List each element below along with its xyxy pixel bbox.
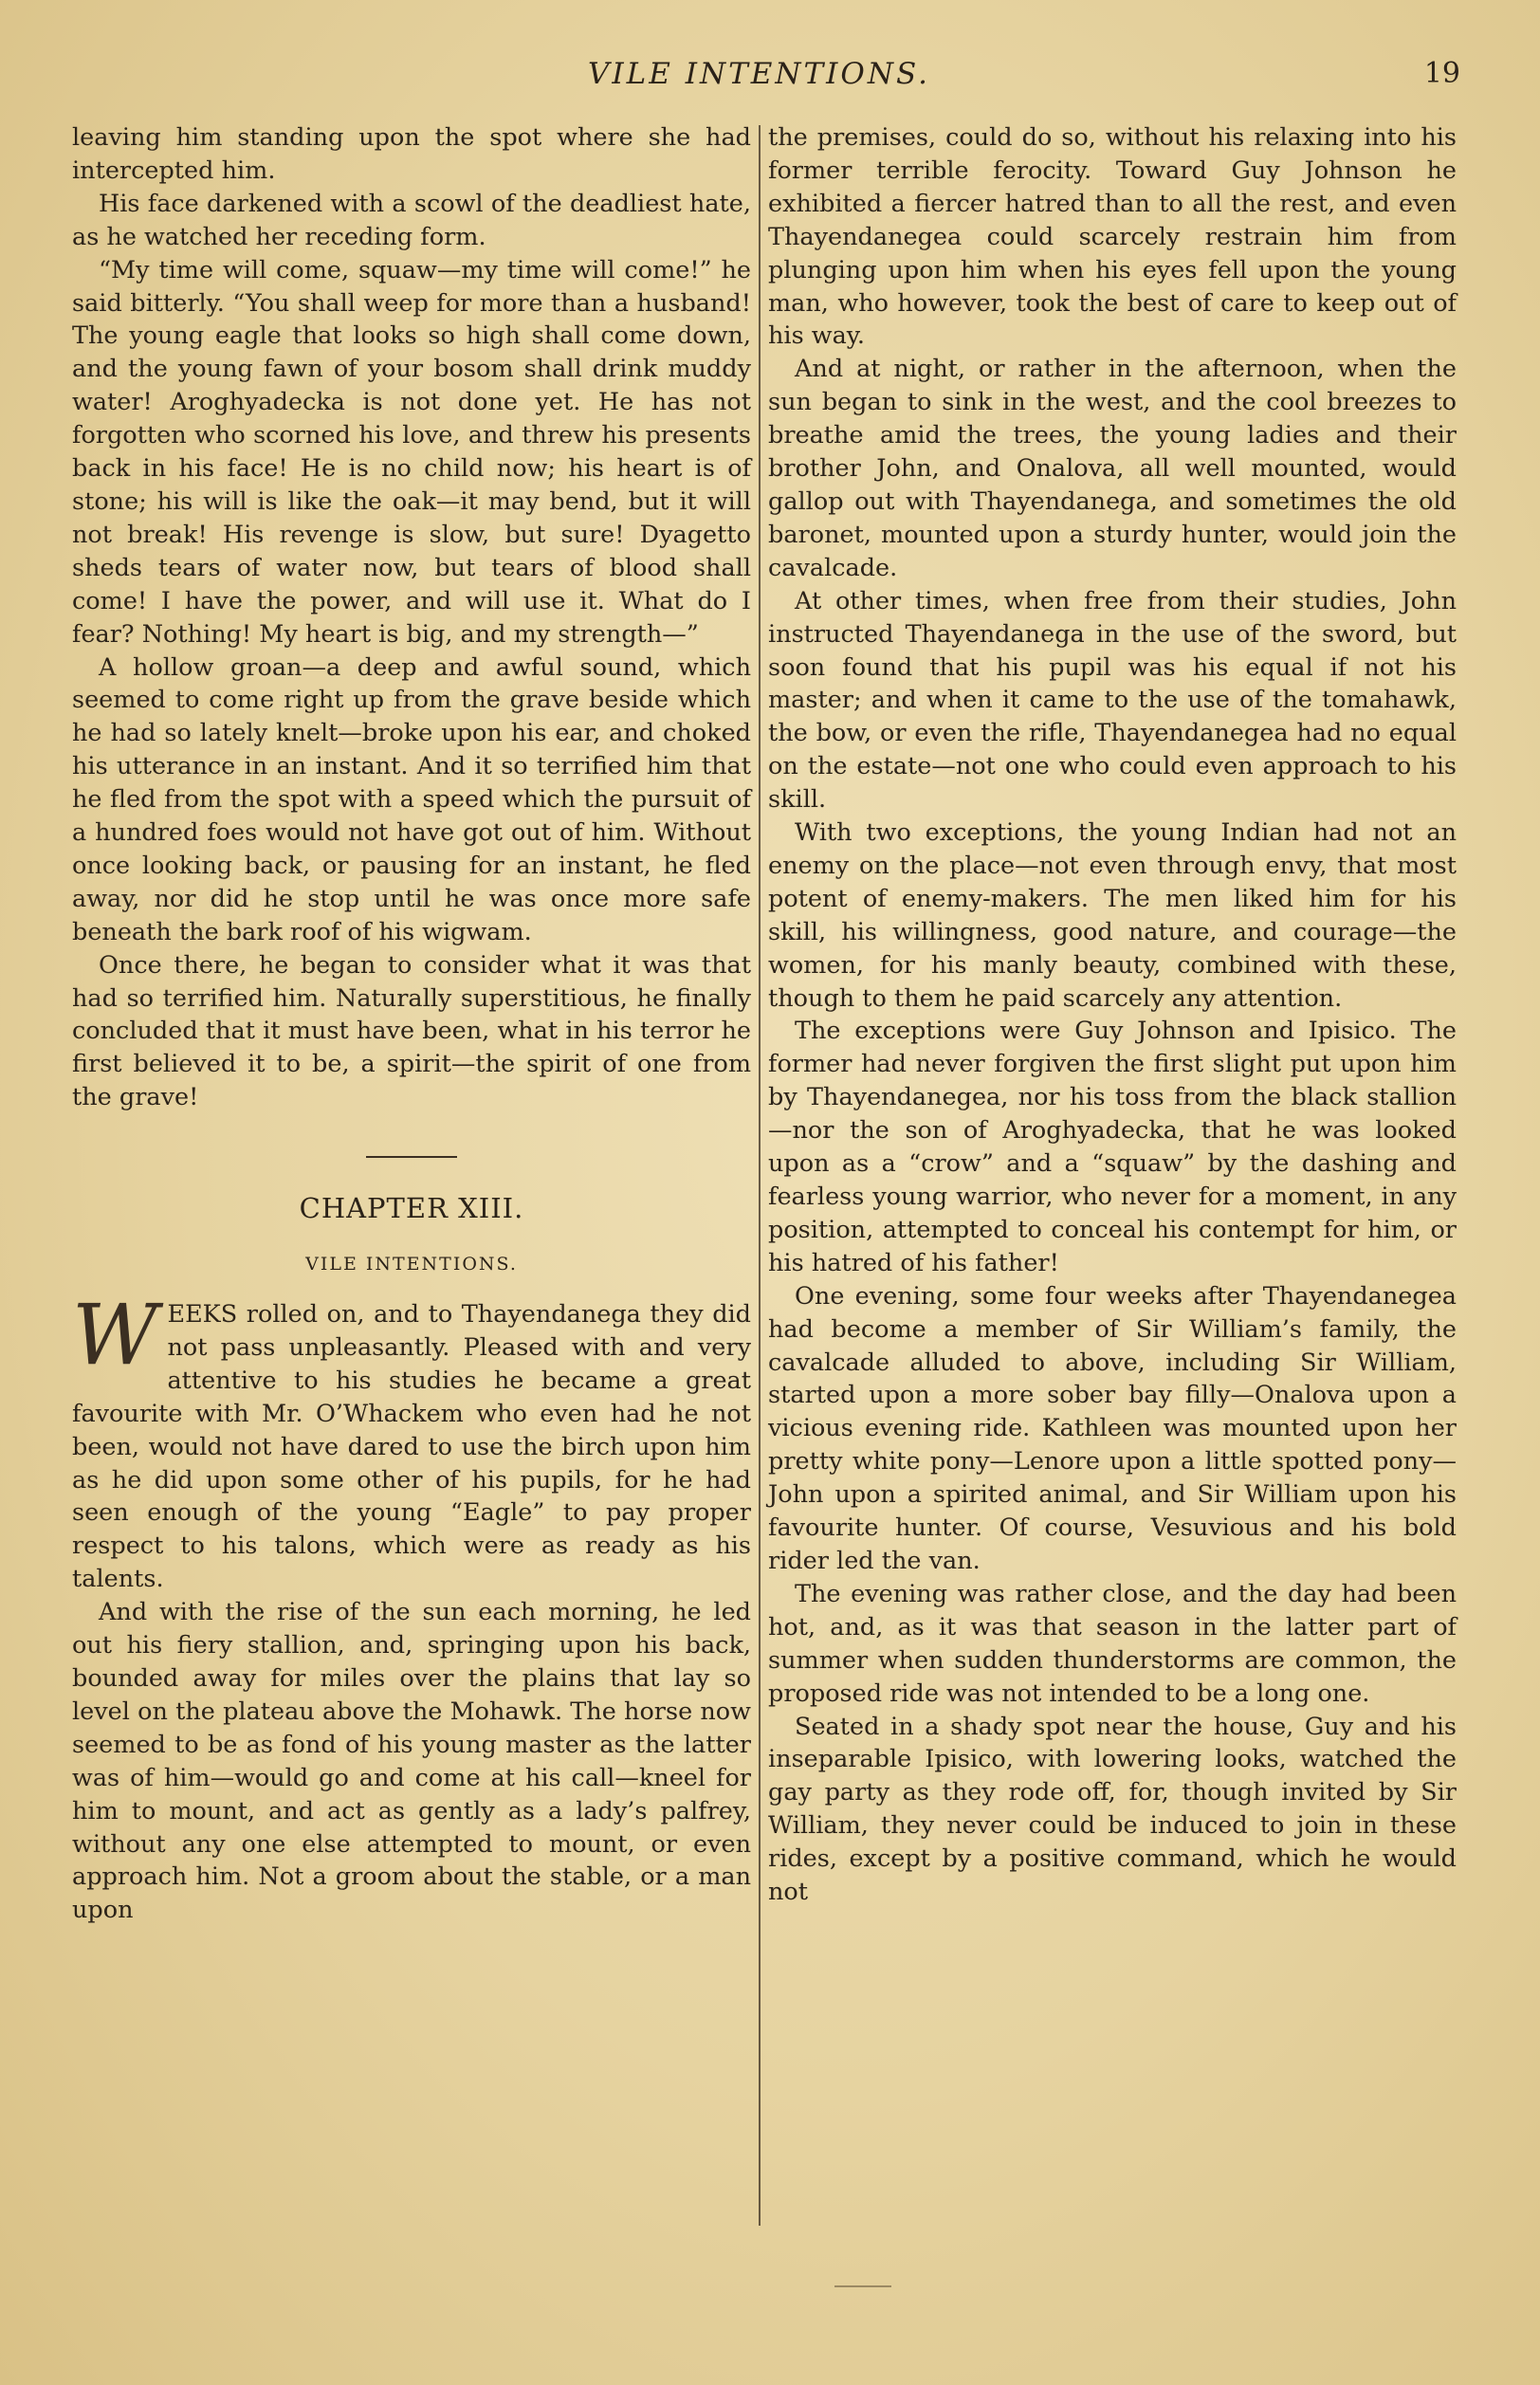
paragraph: Seated in a shady spot near the house, Guy and his inseparable Ipisico, with lowering looks, watched the gay party as they rode off, for, though invited by Sir William, they never could be induced to join in these rides, except by a positive command, which he would not bbox=[768, 1712, 1457, 1907]
paragraph: The exceptions were Guy Johnson and Ipisico. The former had never forgiven the first slight put upon him by Thayendanegea, nor his toss from the black stallion—nor the son of Aroghyadecka, that he was looked upon as a “crow” and a “squaw” by the dashing and fearless young warrior, who never for a moment, in any position, attempted to conceal his contempt for him, or his hatred of his father! bbox=[768, 1017, 1457, 1277]
paragraph: “My time will come, squaw—my time will come!” he said bitterly. “You shall weep for more than a husband! The young eagle that looks so high shall come down, and the young fawn of your bosom shall drink muddy water! Aroghyadecka is not done yet. He has not forgotten who scorned his love, and threw his presents back in his face! He is no child now; his heart is of stone; his will is like the oak—it may bend, but it will not break! His revenge is slow, but sure! Dyagetto sheds tears of water now, but tears of blood shall come! I have the power, and will use it. What do I fear? Nothing! My heart is big, and my strength—” bbox=[72, 255, 751, 649]
chapter-title: CHAPTER XIII. bbox=[299, 1192, 524, 1225]
running-header bbox=[588, 57, 1460, 95]
chapter-subtitle: VILE INTENTIONS. bbox=[305, 1254, 518, 1275]
page-number: 19 bbox=[1423, 57, 1460, 90]
right-column bbox=[768, 121, 1457, 1909]
paragraph: leaving him standing upon the spot where she had intercepted him. bbox=[72, 123, 751, 185]
bottom-flourish bbox=[834, 2285, 891, 2287]
paragraph: A hollow groan—a deep and awful sound, which seemed to come right up from the grave beside which he had so lately knelt—broke upon his ear, and choked his utterance in an instant. And it so terrified him that he fled from the spot with a speed which the pursuit of a hundred foes would not have got out of him. Without once looking back, or pausing for an instant, he fled away, nor did he stop until he was once more safe beneath the bark roof of his wigwam. bbox=[72, 652, 751, 946]
chapter-opening-paragraph bbox=[72, 1286, 751, 1596]
paragraph: At other times, when free from their studies, John instructed Thayendanega in the use of the sword, but soon found that his pupil was his equal if not his master; and when it came to the use of the tomahawk, the bow, or even the rifle, Thayendanegea had no equal on the estate—not one who could even approach to his skill. bbox=[768, 586, 1457, 815]
opening-text: EEKS rolled on, and to Thayendanega they did not pass unpleasantly. Pleased with and very attentive to his studies he became a great favourite with Mr. O’Whackem who even had he not been, would not have dared to use the birch upon him as he did upon some other of his pupils, for he had seen enough of the young “Eagle” to pay proper respect to his talons, which were as ready as his talents. bbox=[72, 1300, 751, 1594]
drop-cap: W bbox=[72, 1286, 158, 1384]
running-title: VILE INTENTIONS. bbox=[588, 57, 930, 91]
paragraph: One evening, some four weeks after Thayendanegea had become a member of Sir William’s family, the cavalcade alluded to above, including Sir William, started upon a more sober bay filly—Onalova upon a vicious evening ride. Kathleen was mounted upon her pretty white pony—Lenore upon a little spotted pony—John upon a spirited animal, and Sir William upon his favourite hunter. Of course, Vesuvious and his bold rider led the van. bbox=[768, 1281, 1457, 1575]
paragraph: And at night, or rather in the afternoon, when the sun began to sink in the west, and the cool breezes to breathe amid the trees, the young ladies and their brother John, and Onalova, all well mounted, would gallop out with Thayendanega, and sometimes the old baronet, mounted upon a sturdy hunter, would join the cavalcade. bbox=[768, 355, 1457, 582]
paragraph: With two exceptions, the young Indian had not an enemy on the place—not even through envy, that most potent of enemy-makers. The men liked him for his skill, his willingness, good nature, and courage—the women, for his manly beauty, combined with these, though to them he paid scarcely any attention. bbox=[768, 818, 1457, 1013]
paragraph: And with the rise of the sun each morning, he led out his fiery stallion, and, springing upon his back, bounded away for miles over the plains that lay so level on the plateau above the Mohawk. The horse now seemed to be as fond of his young master as the latter was of him—would go and come at his call—kneel for him to mount, and act as gently as a lady’s palfrey, without any one else attempted to mount, or even approach him. Not a groom about the stable, or a man upon bbox=[72, 1598, 751, 1925]
paragraph: His face darkened with a scowl of the deadliest hate, as he watched her receding form. bbox=[72, 189, 751, 251]
paragraph: the premises, could do so, without his relaxing into his former terrible ferocity. Toward Guy Johnson he exhibited a fiercer hatred than to all the rest, and even Thayendanegea could scarcely restrain him from plunging upon him when his eyes fell upon the young man, who however, took the best of care to keep out of his way. bbox=[768, 123, 1457, 351]
section-divider bbox=[366, 1156, 457, 1158]
left-column bbox=[72, 121, 751, 1927]
paragraph: The evening was rather close, and the day had been hot, and, as it was that season in the latter part of summer when sudden thunderstorms are common, the proposed ride was not intended to be a long one. bbox=[768, 1579, 1457, 1708]
paragraph: Once there, he began to consider what it was that had so terrified him. Naturally superstitious, he finally concluded that it must have been, what in his terror he first believed it to be, a spirit—the spirit of one from the grave! bbox=[72, 950, 751, 1112]
column-divider bbox=[759, 125, 761, 2226]
